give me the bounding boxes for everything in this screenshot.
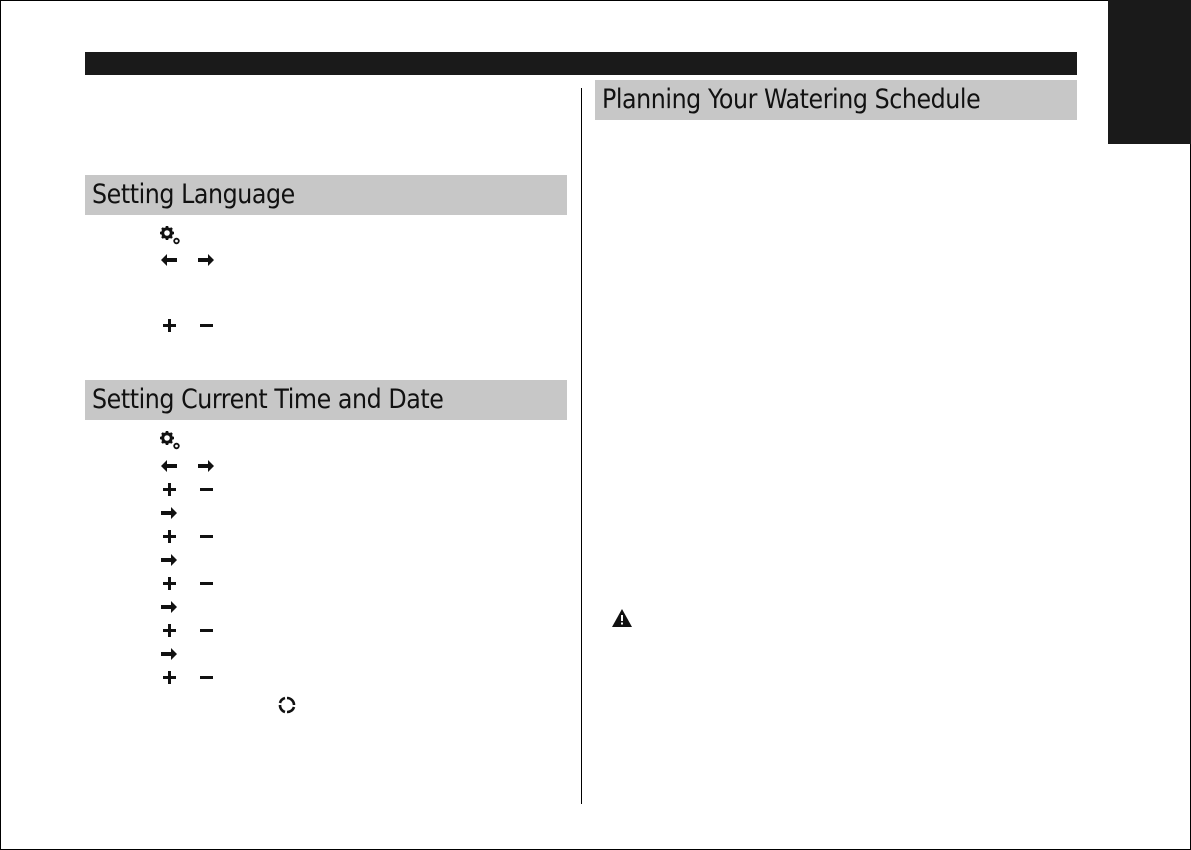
minus-icon bbox=[200, 488, 213, 491]
plus-icon bbox=[163, 577, 176, 590]
section-header-setting-language bbox=[85, 175, 567, 215]
plus-icon bbox=[163, 319, 176, 332]
gear-icon bbox=[160, 431, 182, 451]
section-title: Planning Your Watering Schedule bbox=[602, 84, 981, 115]
minus-icon bbox=[200, 676, 213, 679]
right-arrow-icon bbox=[198, 460, 214, 472]
minus-icon bbox=[200, 582, 213, 585]
right-arrow-icon bbox=[198, 254, 214, 266]
left-arrow-icon bbox=[161, 254, 177, 266]
right-arrow-icon bbox=[161, 648, 177, 660]
minus-icon bbox=[200, 629, 213, 632]
right-arrow-icon bbox=[161, 601, 177, 613]
top-header-bar bbox=[85, 52, 1077, 75]
minus-icon bbox=[200, 324, 213, 327]
section-header-setting-time-date bbox=[85, 380, 567, 420]
plus-icon bbox=[163, 624, 176, 637]
section-title: Setting Language bbox=[92, 179, 295, 210]
plus-icon bbox=[163, 483, 176, 496]
plus-icon bbox=[163, 671, 176, 684]
section-header-planning-schedule bbox=[595, 80, 1077, 120]
section-title: Setting Current Time and Date bbox=[92, 384, 444, 415]
warning-icon bbox=[612, 609, 632, 627]
gear-icon bbox=[160, 226, 182, 246]
right-arrow-icon bbox=[161, 507, 177, 519]
plus-icon bbox=[163, 530, 176, 543]
column-divider bbox=[581, 88, 582, 804]
minus-icon bbox=[200, 535, 213, 538]
right-arrow-icon bbox=[161, 554, 177, 566]
chapter-tab bbox=[1108, 0, 1191, 144]
left-arrow-icon bbox=[161, 460, 177, 472]
refresh-icon bbox=[278, 696, 296, 714]
